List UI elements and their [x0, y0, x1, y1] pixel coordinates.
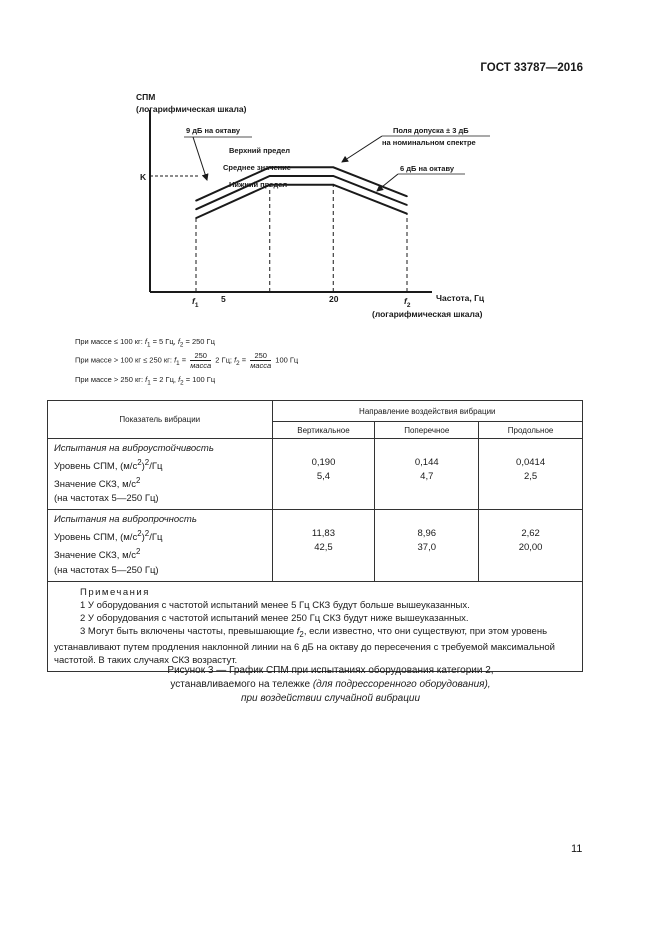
- col-header-transverse: Поперечное: [375, 422, 479, 439]
- table-row: [48, 510, 583, 581]
- psd-label: Уровень СПМ, $(м/с^2)^2/Гц$: [54, 458, 163, 473]
- notes-cell: [48, 581, 583, 671]
- group-label-cell: [48, 439, 273, 510]
- series-point: [332, 167, 334, 169]
- y-marker-label: K: [140, 172, 147, 182]
- document-header: ГОСТ 33787—2016: [480, 62, 583, 74]
- figure-caption: [0, 664, 661, 706]
- rms-label: Значение СКЗ, $м/с^2$: [54, 476, 141, 491]
- page-number: 11: [571, 843, 583, 855]
- psd-chart: [0, 0, 661, 330]
- fraction-f2: $\frac{250}{\text{масса}}$: [250, 351, 272, 370]
- value-cell: 2,62 20,00: [479, 510, 583, 581]
- x-tick-label-f1: $f_1$: [192, 296, 199, 309]
- col-header-direction: Направление воздействия вибрации: [272, 401, 582, 422]
- series-point: [332, 175, 334, 177]
- note-3: 3 Могут быть включены частоты, превышающие $f_2$, если известно, что они существуют, при этом уровень устанавливают путем продления наклонной линии на 6 дБ на октаву до пересечения с требуемой максимальной частотой. В таких случаях СКЗ возрастут.: [54, 625, 555, 666]
- freq-note: (на частотах 5—250 Гц): [54, 493, 159, 505]
- series-point: [195, 200, 197, 202]
- note-2: 2 У оборудования с частотой испытаний менее 250 Гц СКЗ будут ниже вышеуказанных.: [80, 612, 469, 624]
- value-cell: 8,96 37,0: [375, 510, 479, 581]
- mass-condition-1: При массе ≤ 100 кг: $f_1 = 5$ Гц, $f_2 = 250$ Гц: [75, 337, 215, 349]
- series-point: [406, 196, 408, 198]
- mass-condition-3: При массе > 250 кг: $f_1 = 2$ Гц, $f_2 = 100$ Гц: [75, 375, 216, 387]
- annotation-slope-left-arrow: [193, 137, 207, 180]
- annotation-tolerance-arrow: [342, 136, 382, 162]
- series-point: [195, 217, 197, 219]
- caption-line-1: Рисунок 3 — График СПМ при испытаниях оборудования категории 2,: [167, 665, 494, 676]
- group-label-cell: [48, 510, 273, 581]
- psd-chart-svg: [0, 0, 661, 330]
- note-1: 1 У оборудования с частотой испытаний менее 5 Гц СКЗ будут больше вышеуказанных.: [80, 599, 470, 611]
- notes-row: [48, 581, 583, 671]
- x-axis-scale-label: (логарифмическая шкала): [372, 309, 483, 319]
- series-point: [332, 184, 334, 186]
- series-label-upper: Верхний предел: [229, 146, 291, 155]
- series-point: [195, 209, 197, 211]
- rms-label: Значение СКЗ, $м/с^2$: [54, 547, 141, 562]
- value-cell: 0,144 4,7: [375, 439, 479, 510]
- psd-label: Уровень СПМ, $(м/с^2)^2/Гц$: [54, 529, 163, 544]
- y-axis-scale-label: (логарифмическая шкала): [136, 104, 247, 114]
- y-axis-label: СПМ: [136, 92, 156, 102]
- vibration-table: [47, 400, 583, 672]
- value-cell: 0,0414 2,5: [479, 439, 583, 510]
- series-label-lower: Нижний предел: [229, 180, 288, 189]
- col-header-indicator: Показатель вибрации: [48, 401, 273, 439]
- mass-condition-2: При массе > 100 кг ≤ 250 кг: $f_1$ = $\frac{250}{\text{масса}}$ 2 Гц; $f_2$ = $\frac{250}{\text{масса}}$ 100 Гц: [75, 351, 299, 370]
- series-point: [406, 204, 408, 206]
- x-axis-label: Частота, Гц: [436, 293, 485, 303]
- group-title: Испытания на вибропрочность: [54, 514, 197, 526]
- annotation-tolerance-line1: Поля допуска ± 3 дБ: [393, 126, 469, 135]
- table-row: [48, 439, 583, 510]
- annotation-tolerance-line2: на номинальном спектре: [382, 138, 476, 147]
- value-cell: 11,83 42,5: [272, 510, 375, 581]
- series-label-mean: Среднее значение: [223, 163, 291, 172]
- col-header-vertical: Вертикальное: [272, 422, 375, 439]
- series-line-lower: [196, 185, 407, 218]
- x-tick-label-f2: $f_2$: [404, 296, 411, 309]
- series-group: [195, 167, 408, 219]
- series-point: [406, 213, 408, 215]
- series-point: [269, 175, 271, 177]
- group-title: Испытания на виброустойчивость: [54, 443, 214, 454]
- x-tick-label-5: 5: [221, 294, 226, 304]
- annotation-slope-right: 6 дБ на октаву: [400, 164, 455, 173]
- notes-title: Примечания: [80, 586, 150, 598]
- value-cell: 0,190 5,4: [272, 439, 375, 510]
- caption-line-2: устанавливаемого на тележке (для подрессоренного оборудования),: [170, 679, 491, 690]
- freq-note: (на частотах 5—250 Гц): [54, 564, 159, 576]
- col-header-longitudinal: Продольное: [479, 422, 583, 439]
- annotation-slope-left: 9 дБ на октаву: [186, 126, 241, 135]
- fraction-f1: $\frac{250}{\text{масса}}$: [190, 351, 212, 370]
- x-tick-label-20: 20: [329, 294, 339, 304]
- caption-line-3: при воздействии случайной вибрации: [240, 693, 421, 704]
